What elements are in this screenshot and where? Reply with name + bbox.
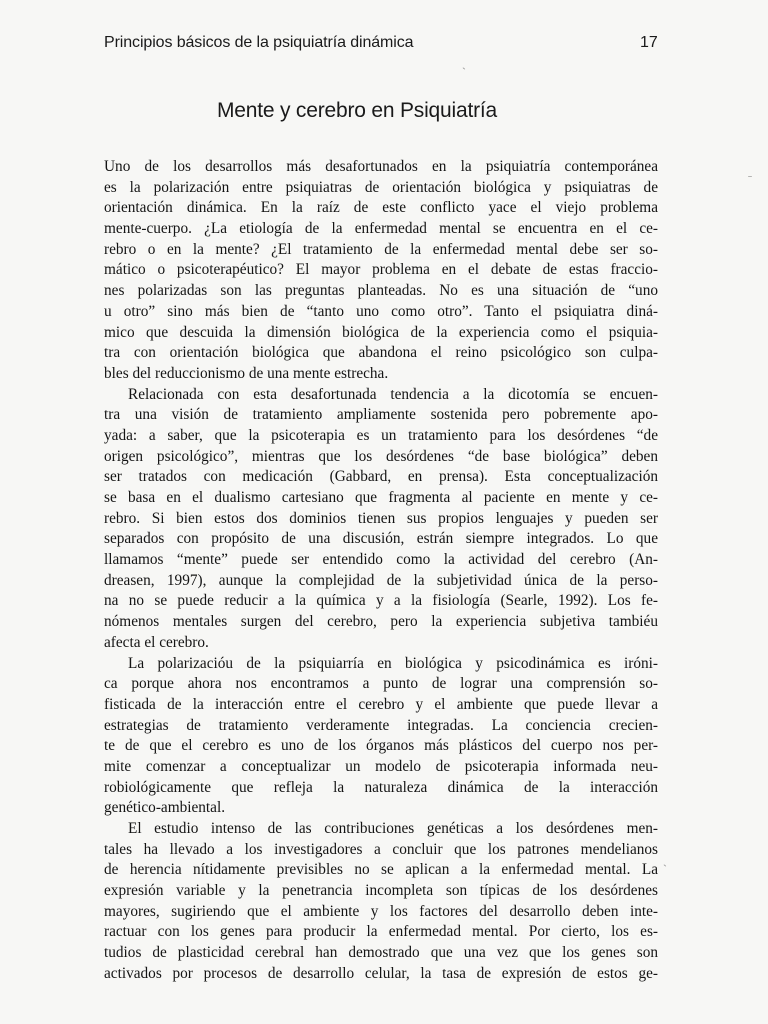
page-number: 17 xyxy=(640,34,658,51)
text-line: dreasen, 1997), aunque la complejidad de la subjetividad única de la perso- xyxy=(104,571,658,589)
text-line: de herencia nítidamente previsibles no se aplican a la enfermedad mental. La xyxy=(104,861,658,879)
text-line: na no se puede reducir a la química y a la fisiología (Searle, 1992). Los fe- xyxy=(104,592,658,610)
text-line: orientación dinámica. En la raíz de este conflicto yace el viejo problema xyxy=(104,199,658,217)
paragraph xyxy=(104,654,658,820)
text-line: tales ha llevado a los investigadores a concluir que los patrones mendelianos xyxy=(104,840,658,858)
text-line: activados por procesos de desarrollo celular, la tasa de expresión de estos ge- xyxy=(104,964,658,982)
text-line: se basa en el dualismo cartesiano que fragmenta al paciente en mente y ce- xyxy=(104,489,658,506)
scan-speck: ˎ xyxy=(462,56,466,70)
section-title: Mente y cerebro en Psiquiatría xyxy=(217,99,497,122)
text-line: origen psicológico”, mientras que los desórdenes “de base biológica” deben xyxy=(104,447,658,465)
paragraph xyxy=(104,157,658,385)
text-line: ca porque ahora nos encontramos a punto de lograr una comprensión so- xyxy=(104,675,658,693)
text-line: rebro. Si bien estos dos dominios tienen sus propios lenguajes y pueden ser xyxy=(104,509,658,527)
text-line: u otro” sino más bien de “tanto uno como otro”. Tanto el psiquiatra diná- xyxy=(104,302,658,320)
text-line: Uno de los desarrollos más desafortunados en la psiquiatría contemporánea xyxy=(104,158,658,175)
text-line: mente-cuerpo. ¿La etiología de la enfermedad mental se encuentra en el ce- xyxy=(104,220,658,238)
text-line: rebro o en la mente? ¿El tratamiento de la enfermedad mental debe ser so- xyxy=(104,240,658,258)
text-line: bles del reduccionismo de una mente estrecha. xyxy=(104,364,389,382)
scan-speck: ˉ xyxy=(748,172,752,186)
paragraph xyxy=(104,385,658,654)
scan-speck: ˎ xyxy=(663,853,667,867)
text-line: afecta el cerebro. xyxy=(104,633,209,651)
text-line: ractuar con los genes para producir la enfermedad mental. Por cierto, los es- xyxy=(104,923,658,941)
text-line: mite comenzar a conceptualizar un modelo de psicoterapia informada neu- xyxy=(104,757,658,775)
text-line: estrategias de tratamiento verderamente integradas. La conciencia crecien- xyxy=(104,716,658,734)
text-line: expresión variable y la penetrancia incompleta son típicas de los desórdenes xyxy=(104,882,658,900)
text-line: llamamos “mente” puede ser entendido como la actividad del cerebro (An- xyxy=(104,551,658,569)
text-line: tra con orientación biológica que abandona el reino psicológico son culpa- xyxy=(104,344,658,362)
text-line: robiológicamente que refleja la naturaleza dinámica de la interacción xyxy=(104,778,658,796)
text-line: Relacionada con esta desafortunada tendencia a la dicotomía se encuen- xyxy=(128,385,658,403)
text-line: nómenos mentales surgen del cerebro, pero la experiencia subjetiva tambiéu xyxy=(104,613,658,631)
text-line: yada: a saber, que la psicoterapia es un tratamiento para los desórdenes “de xyxy=(104,426,658,444)
text-line: La polarizacióu de la psiquiarría en biológica y psicodinámica es iróni- xyxy=(128,654,658,672)
text-line: nes polarizadas son las preguntas planteadas. No es una situación de “uno xyxy=(104,282,658,300)
paragraph xyxy=(104,819,658,985)
text-line: tudios de plasticidad cerebral han demostrado que una vez que los genes son xyxy=(104,944,658,962)
text-line: mico que descuida la dimensión biológica de la experiencia como el psiquia- xyxy=(104,323,658,341)
text-line: es la polarización entre psiquiatras de orientación biológica y psiquiatras de xyxy=(104,178,658,196)
text-line: separados con propósito de una discusión, estrán siempre integrados. Lo que xyxy=(104,530,658,548)
text-line: mayores, sugiriendo que el ambiente y los factores del desarrollo deben inte- xyxy=(104,902,658,920)
text-line: ser tratados con medicación (Gabbard, en prensa). Esta conceptualización xyxy=(104,468,658,486)
running-head: Principios básicos de la psiquiatría dinámica xyxy=(104,34,414,51)
text-line: El estudio intenso de las contribuciones genéticas a los desórdenes men- xyxy=(128,820,658,837)
text-line: genético-ambiental. xyxy=(104,799,226,817)
text-line: te de que el cerebro es uno de los órganos más plásticos del cuerpo nos per- xyxy=(104,737,658,755)
text-line: mático o psicoterapéutico? El mayor problema en el debate de estas fraccio- xyxy=(104,261,658,279)
body-text xyxy=(104,157,658,985)
text-line: tra una visión de tratamiento ampliamente sostenida pero pobremente apo- xyxy=(104,406,658,424)
text-line: fisticada de la interacción entre el cerebro y el ambiente que puede llevar a xyxy=(104,695,658,713)
